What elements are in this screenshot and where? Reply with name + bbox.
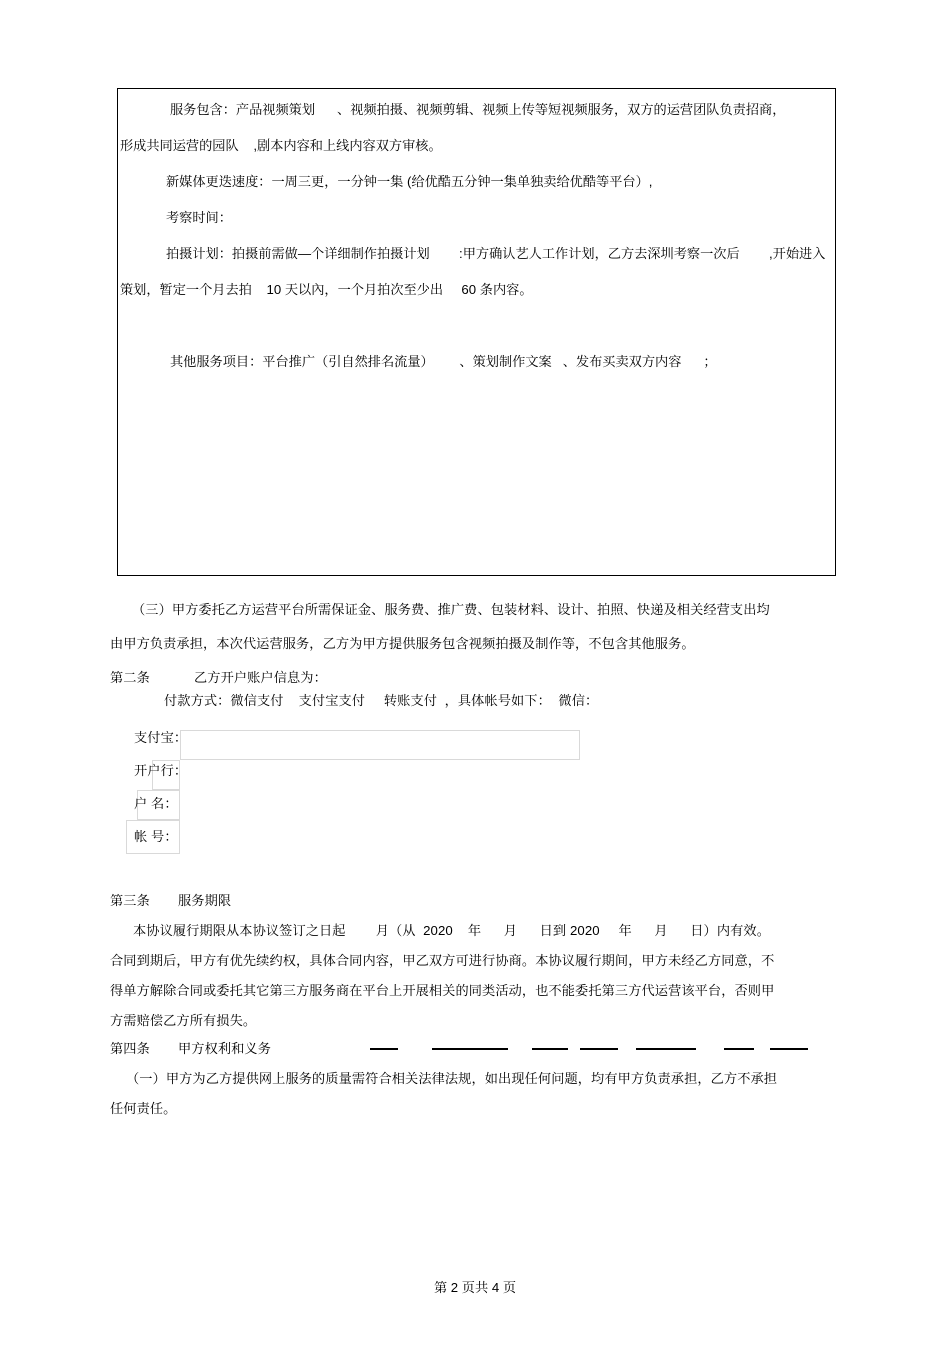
service-line-3: 新媒体更迭速度：一周三更，一分钟一集 (给优酷五分钟一集单独卖给优酷等平台）,: [166, 174, 653, 189]
clause-four-dash-rule: [370, 1042, 808, 1056]
clause-three-line-2: 合同到期后，甲方有优先续约权，具体合同内容，甲乙双方可进行协商。本协议履行期间，甲方未经乙方同意，不: [110, 953, 775, 968]
service-line-6: 策划，暂定一个月去拍 10 天以內，一个月拍次至少出 60 条内容。: [120, 282, 533, 297]
service-line-5: 拍摄计划：拍摄前需做—个详细制作拍摄计划 :甲方确认艺人工作计划，乙方去深圳考察一次后 ,开始进入: [166, 246, 826, 261]
clause-two-number: 第二条: [110, 670, 150, 685]
alipay-label: 支付宝：: [134, 730, 188, 745]
payment-method-line: 付款方式：微信支付 支付宝支付 转账支付 ，具体帐号如下： 微信：: [164, 693, 599, 708]
services-content-box: [117, 88, 836, 576]
clause-four-title: 甲方权利和义务: [178, 1041, 272, 1056]
clause-three-line-4: 方需赔偿乙方所有损失。: [110, 1013, 257, 1028]
clause-four-number: 第四条: [110, 1041, 150, 1056]
dash-segment: [532, 1048, 568, 1050]
service-line-4: 考察时间：: [166, 210, 232, 225]
clause-three-line-3: 得单方解除合同或委托其它第三方服务商在平台上开展相关的同类活动，也不能委托第三方代运营该平台，否则甲: [110, 983, 775, 998]
alipay-field-frame[interactable]: [180, 730, 580, 760]
clause-three-title: 服务期限: [178, 893, 232, 908]
account-name-label: 户 名：: [134, 796, 178, 811]
clause-four-item1-line-2: 任何责任。: [110, 1101, 177, 1116]
service-line-2: 形成共同运营的园队 ,剧本内容和上线内容双方审核。: [120, 138, 442, 153]
clause-three-line-1: 本协议履行期限从本协议签订之日起 月（从 2020 年 月 日到 2020 年 月 日）内有效。: [133, 923, 770, 938]
page-footer: 第 2 页共 4 页: [433, 1280, 517, 1295]
clause-three-para-line-2: 由甲方负责承担，本次代运营服务，乙方为甲方提供服务包含视频拍摄及制作等，不包含其他服务。: [110, 636, 695, 651]
dash-segment: [770, 1048, 808, 1050]
clause-three-number: 第三条: [110, 893, 150, 908]
dash-segment: [370, 1048, 398, 1050]
dash-segment: [724, 1048, 754, 1050]
dash-segment: [636, 1048, 696, 1050]
dash-segment: [432, 1048, 508, 1050]
dash-segment: [580, 1048, 618, 1050]
clause-three-para-line-1: （三）甲方委托乙方运营平台所需保证金、服务费、推广费、包装材料、设计、拍照、快递及相关经营支出均: [132, 602, 770, 617]
account-number-label: 帐 号：: [134, 829, 178, 844]
service-line-7: 其他服务项目：平台推广（引自然排名流量） 、策划制作文案 、发布买卖双方内容 ；: [170, 354, 717, 369]
service-line-1: 服务包含：产品视频策划 、视频拍摄、视频剪辑、视频上传等短视频服务，双方的运营团队负责招商，: [170, 102, 786, 117]
clause-four-item1-line-1: （一）甲方为乙方提供网上服务的质量需符合相关法律法规，如出现任何问题，均有甲方负责承担，乙方不承担: [126, 1071, 778, 1086]
bank-label: 开户行：: [134, 763, 188, 778]
clause-two-title: 乙方开户账户信息为：: [194, 670, 327, 685]
